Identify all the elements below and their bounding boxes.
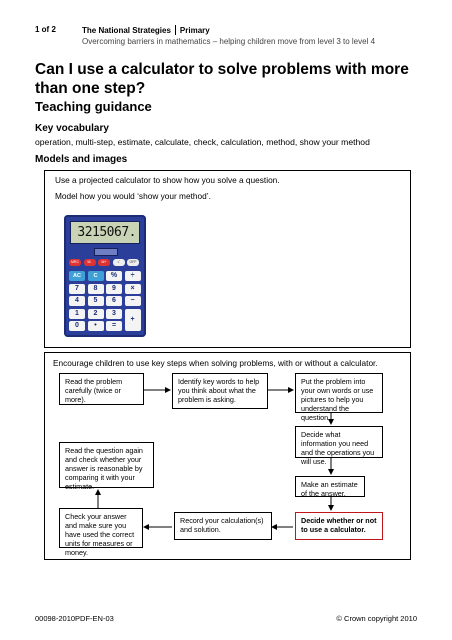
panel1-line2: Model how you would ‘show your method’. (55, 191, 211, 201)
footer-code: 00098-2010PDF-EN-03 (35, 614, 114, 623)
calc-key: 9 (106, 284, 122, 294)
calc-top-key: √ (113, 259, 125, 266)
calc-key: 2 (88, 309, 104, 319)
calc-key: − (125, 296, 141, 306)
key-vocabulary-heading: Key vocabulary (35, 123, 109, 134)
step-estimate: Make an estimate of the answer. (295, 476, 365, 497)
calc-key: • (88, 321, 104, 331)
step-decide-info: Decide what information you need and the operations you will use. (295, 426, 383, 458)
key-vocabulary-text: operation, multi-step, estimate, calculate, check, calculation, method, show your method (35, 137, 370, 147)
step-record: Record your calculation(s) and solution. (174, 512, 272, 540)
calculator-display: 3215067. (77, 225, 136, 240)
calc-key: % (106, 271, 122, 281)
calc-top-key: M+ (98, 259, 110, 266)
calc-key: 8 (88, 284, 104, 294)
calc-key: ÷ (125, 271, 141, 281)
teaching-guidance-heading: Teaching guidance (35, 99, 152, 114)
step-read-problem: Read the problem carefully (twice or more). (59, 373, 144, 405)
calc-top-key: M- (84, 259, 96, 266)
calc-key: 3 (106, 309, 122, 319)
page-number: 1 of 2 (35, 25, 56, 34)
calc-key: 0 (69, 321, 85, 331)
step-check-units: Check your answer and make sure you have used the correct units for measures or money. (59, 508, 143, 548)
calc-key: × (125, 284, 141, 294)
panel1-line1: Use a projected calculator to show how you solve a question. (55, 175, 280, 185)
calc-top-key: MRC (69, 259, 81, 266)
calc-key: 4 (69, 296, 85, 306)
header-subtitle: Overcoming barriers in mathematics – helping children move from level 3 to level 4 (82, 37, 376, 46)
page-title: Can I use a calculator to solve problems with more than one step? (35, 61, 409, 97)
calc-key: + (125, 309, 141, 332)
calc-key: = (106, 321, 122, 331)
calc-top-key: OFF (127, 259, 139, 266)
step-identify-words: Identify key words to help you think about what the problem is asking. (172, 373, 268, 409)
header-section: Primary (179, 26, 210, 35)
models-images-heading: Models and images (35, 154, 128, 165)
footer-copyright: © Crown copyright 2010 (336, 614, 417, 623)
step-decide-calculator: Decide whether or not to use a calculator. (295, 512, 383, 540)
calc-key: C (88, 271, 104, 281)
step-read-again: Read the question again and check whether your answer is reasonable by comparing it with your estimate. (59, 442, 154, 488)
calc-key: AC (69, 271, 85, 281)
key-steps-intro: Encourage children to use key steps when solving problems, with or without a calculator. (53, 358, 378, 368)
header-org: The National Strategies (82, 26, 171, 35)
calc-key: 5 (88, 296, 104, 306)
calc-key: 7 (69, 284, 85, 294)
step-put-problem: Put the problem into your own words or use pictures to help you understand the question. (295, 373, 383, 413)
calc-key: 6 (106, 296, 122, 306)
calc-key: 1 (69, 309, 85, 319)
